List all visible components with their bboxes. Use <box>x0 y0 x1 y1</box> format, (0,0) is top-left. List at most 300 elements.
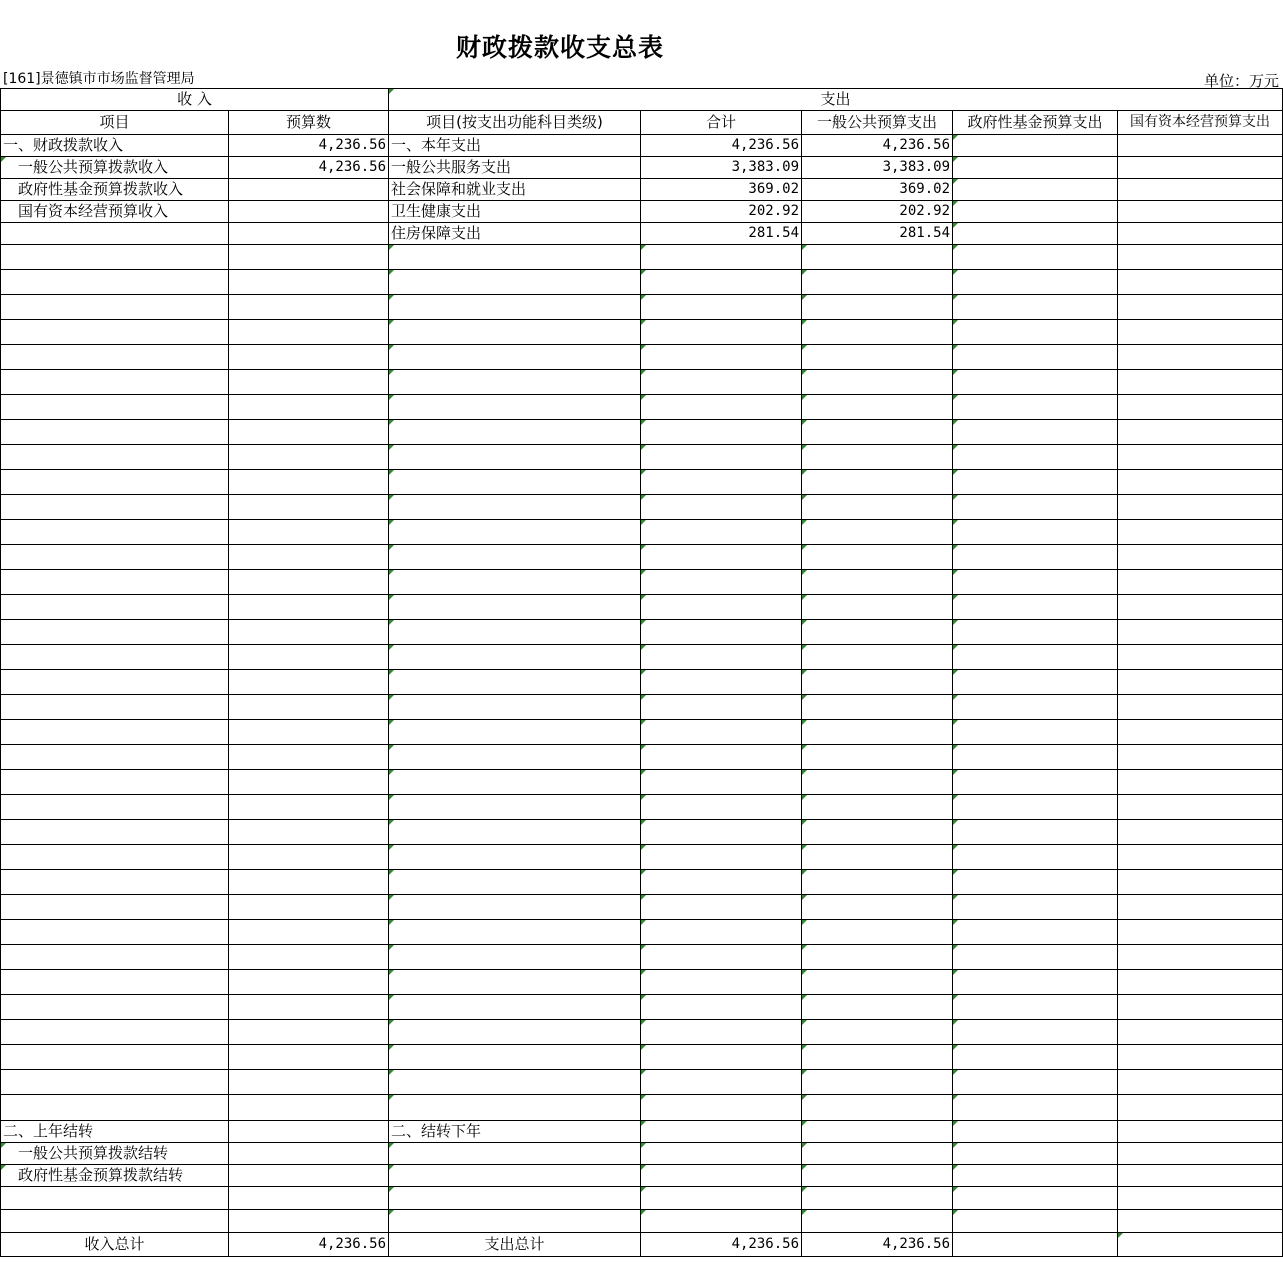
fund-budget-cell[interactable] <box>953 445 1118 470</box>
income-item-cell[interactable] <box>1 970 229 995</box>
income-item-cell[interactable] <box>1 295 229 320</box>
expense-total-cell[interactable] <box>641 995 802 1020</box>
state-capital-cell[interactable] <box>1118 320 1283 345</box>
income-amount-cell[interactable] <box>229 1070 389 1095</box>
expense-total-cell[interactable]: 281.54 <box>641 223 802 245</box>
expense-total-cell[interactable] <box>641 570 802 595</box>
state-capital-cell[interactable] <box>1118 495 1283 520</box>
general-budget-cell[interactable] <box>802 845 953 870</box>
income-item-cell[interactable] <box>1 1070 229 1095</box>
state-capital-cell[interactable] <box>1118 245 1283 270</box>
expense-total-label[interactable]: 支出总计 <box>389 1233 641 1257</box>
expense-item-cell[interactable] <box>389 1045 641 1070</box>
income-amount-cell[interactable] <box>229 820 389 845</box>
state-capital-cell[interactable] <box>1118 695 1283 720</box>
income-item-cell[interactable] <box>1 820 229 845</box>
income-item-cell[interactable] <box>1 1045 229 1070</box>
income-total-amount[interactable]: 4,236.56 <box>229 1233 389 1257</box>
state-capital-cell[interactable] <box>1118 770 1283 795</box>
state-capital-cell[interactable] <box>1118 520 1283 545</box>
income-item-cell[interactable]: 政府性基金预算拨款收入 <box>1 179 229 201</box>
income-item-cell[interactable] <box>1 270 229 295</box>
general-budget-cell[interactable] <box>802 395 953 420</box>
state-capital-cell[interactable] <box>1118 1045 1283 1070</box>
expense-total-cell[interactable] <box>641 645 802 670</box>
general-budget-cell[interactable] <box>802 570 953 595</box>
state-capital-cell[interactable] <box>1118 895 1283 920</box>
general-budget-cell[interactable] <box>802 1020 953 1045</box>
expense-item-cell[interactable] <box>389 570 641 595</box>
expense-item-cell[interactable] <box>389 470 641 495</box>
expense-item-cell[interactable]: 一、本年支出 <box>389 135 641 157</box>
income-amount-cell[interactable] <box>229 179 389 201</box>
fund-budget-cell[interactable] <box>953 595 1118 620</box>
income-item-cell[interactable] <box>1 920 229 945</box>
state-capital-cell[interactable] <box>1118 970 1283 995</box>
fund-budget-cell[interactable] <box>953 1045 1118 1070</box>
general-budget-cell[interactable] <box>802 670 953 695</box>
income-amount-cell[interactable] <box>229 1165 389 1187</box>
expense-item-cell[interactable] <box>389 1070 641 1095</box>
expense-total-cell[interactable] <box>641 545 802 570</box>
income-item-cell[interactable] <box>1 695 229 720</box>
income-amount-cell[interactable] <box>229 870 389 895</box>
expense-item-cell[interactable] <box>389 1143 641 1165</box>
expense-total-cell[interactable] <box>641 970 802 995</box>
expense-total-cell[interactable] <box>641 470 802 495</box>
expense-item-cell[interactable] <box>389 1187 641 1210</box>
state-capital-cell[interactable] <box>1118 870 1283 895</box>
expense-total-cell[interactable] <box>641 870 802 895</box>
state-capital-cell[interactable] <box>1118 420 1283 445</box>
income-amount-cell[interactable] <box>229 1210 389 1233</box>
expense-item-cell[interactable] <box>389 695 641 720</box>
fund-budget-cell[interactable] <box>953 245 1118 270</box>
income-amount-cell[interactable] <box>229 920 389 945</box>
expense-item-cell[interactable] <box>389 670 641 695</box>
state-capital-cell[interactable] <box>1118 670 1283 695</box>
income-item-cell[interactable]: 一般公共预算拨款结转 <box>1 1143 229 1165</box>
general-budget-cell[interactable] <box>802 970 953 995</box>
state-capital-cell[interactable] <box>1118 1187 1283 1210</box>
fund-budget-cell[interactable] <box>953 820 1118 845</box>
fund-budget-cell[interactable] <box>953 320 1118 345</box>
general-budget-cell[interactable] <box>802 270 953 295</box>
income-item-cell[interactable] <box>1 995 229 1020</box>
expense-item-cell[interactable] <box>389 745 641 770</box>
income-item-cell[interactable] <box>1 445 229 470</box>
fund-budget-cell[interactable] <box>953 970 1118 995</box>
state-capital-cell[interactable] <box>1118 1143 1283 1165</box>
expense-item-cell[interactable] <box>389 820 641 845</box>
expense-total-cell[interactable]: 3,383.09 <box>641 157 802 179</box>
fund-budget-cell[interactable] <box>953 495 1118 520</box>
expense-total-cell[interactable]: 369.02 <box>641 179 802 201</box>
expense-total-cell[interactable] <box>641 1165 802 1187</box>
income-amount-cell[interactable] <box>229 223 389 245</box>
state-capital-cell[interactable] <box>1118 1020 1283 1045</box>
fund-budget-cell[interactable] <box>953 1070 1118 1095</box>
fund-budget-cell[interactable] <box>953 370 1118 395</box>
expense-total-cell[interactable] <box>641 595 802 620</box>
income-item-cell[interactable] <box>1 495 229 520</box>
income-item-cell[interactable] <box>1 520 229 545</box>
income-amount-cell[interactable] <box>229 945 389 970</box>
income-item-cell[interactable] <box>1 1210 229 1233</box>
fund-budget-cell[interactable] <box>953 135 1118 157</box>
income-item-cell[interactable] <box>1 645 229 670</box>
expense-item-cell[interactable] <box>389 420 641 445</box>
general-budget-cell[interactable] <box>802 545 953 570</box>
expense-item-cell[interactable] <box>389 870 641 895</box>
expense-item-cell[interactable] <box>389 620 641 645</box>
expense-item-cell[interactable] <box>389 520 641 545</box>
state-capital-cell[interactable] <box>1118 820 1283 845</box>
expense-item-cell[interactable] <box>389 320 641 345</box>
fund-budget-cell[interactable] <box>953 420 1118 445</box>
general-budget-cell[interactable] <box>802 295 953 320</box>
fund-budget-cell[interactable] <box>953 395 1118 420</box>
state-capital-cell[interactable] <box>1118 179 1283 201</box>
general-budget-cell[interactable] <box>802 745 953 770</box>
fund-budget-cell[interactable] <box>953 645 1118 670</box>
income-amount-cell[interactable] <box>229 545 389 570</box>
expense-total-cell[interactable] <box>641 670 802 695</box>
expense-total-cell[interactable] <box>641 1143 802 1165</box>
general-budget-cell[interactable] <box>802 245 953 270</box>
income-item-cell[interactable]: 国有资本经营预算收入 <box>1 201 229 223</box>
fund-budget-cell[interactable] <box>953 720 1118 745</box>
income-amount-cell[interactable] <box>229 270 389 295</box>
expense-item-cell[interactable] <box>389 1020 641 1045</box>
fund-budget-cell[interactable] <box>953 1187 1118 1210</box>
expense-item-cell[interactable] <box>389 1210 641 1233</box>
general-budget-cell[interactable] <box>802 770 953 795</box>
general-budget-cell[interactable] <box>802 495 953 520</box>
expense-total-cell[interactable] <box>641 395 802 420</box>
income-amount-cell[interactable] <box>229 595 389 620</box>
general-budget-cell[interactable]: 3,383.09 <box>802 157 953 179</box>
state-capital-cell[interactable] <box>1118 370 1283 395</box>
fund-budget-cell[interactable] <box>953 520 1118 545</box>
income-item-cell[interactable] <box>1 1095 229 1121</box>
expense-total-cell[interactable] <box>641 1020 802 1045</box>
income-amount-cell[interactable] <box>229 620 389 645</box>
expense-total-amount[interactable]: 4,236.56 <box>641 1233 802 1257</box>
expense-item-cell[interactable] <box>389 370 641 395</box>
expense-item-cell[interactable] <box>389 395 641 420</box>
expense-item-cell[interactable] <box>389 770 641 795</box>
expense-total-cell[interactable] <box>641 795 802 820</box>
general-budget-cell[interactable] <box>802 595 953 620</box>
state-capital-cell[interactable] <box>1118 270 1283 295</box>
income-amount-cell[interactable] <box>229 895 389 920</box>
state-capital-cell[interactable] <box>1118 345 1283 370</box>
expense-total-cell[interactable] <box>641 845 802 870</box>
expense-total-cell[interactable] <box>641 520 802 545</box>
income-item-cell[interactable] <box>1 470 229 495</box>
fund-budget-cell[interactable] <box>953 870 1118 895</box>
expense-total-cell[interactable] <box>641 1070 802 1095</box>
general-budget-cell[interactable] <box>802 1045 953 1070</box>
state-capital-cell[interactable] <box>1118 545 1283 570</box>
general-budget-cell[interactable] <box>802 995 953 1020</box>
fund-budget-cell[interactable] <box>953 570 1118 595</box>
income-item-cell[interactable] <box>1 845 229 870</box>
expense-total-cell[interactable] <box>641 1121 802 1143</box>
income-item-cell[interactable] <box>1 1020 229 1045</box>
income-amount-cell[interactable] <box>229 770 389 795</box>
expense-total-cell[interactable] <box>641 695 802 720</box>
state-capital-cell[interactable] <box>1118 720 1283 745</box>
expense-item-cell[interactable]: 社会保障和就业支出 <box>389 179 641 201</box>
income-item-cell[interactable] <box>1 320 229 345</box>
general-budget-cell[interactable] <box>802 370 953 395</box>
expense-total-cell[interactable] <box>641 270 802 295</box>
general-budget-cell[interactable] <box>802 820 953 845</box>
general-budget-cell[interactable] <box>802 1070 953 1095</box>
expense-total-cell[interactable] <box>641 620 802 645</box>
expense-item-cell[interactable] <box>389 995 641 1020</box>
income-item-cell[interactable] <box>1 395 229 420</box>
income-amount-cell[interactable] <box>229 201 389 223</box>
state-capital-cell[interactable] <box>1118 295 1283 320</box>
expense-total-cell[interactable] <box>641 1095 802 1121</box>
fund-budget-cell[interactable] <box>953 995 1118 1020</box>
expense-item-cell[interactable] <box>389 345 641 370</box>
income-item-cell[interactable] <box>1 870 229 895</box>
income-amount-cell[interactable] <box>229 970 389 995</box>
income-amount-cell[interactable] <box>229 1187 389 1210</box>
expense-total-cell[interactable] <box>641 945 802 970</box>
expense-total-cell[interactable] <box>641 345 802 370</box>
income-item-cell[interactable] <box>1 945 229 970</box>
income-item-cell[interactable] <box>1 420 229 445</box>
state-capital-cell[interactable] <box>1118 845 1283 870</box>
expense-total-cell[interactable] <box>641 370 802 395</box>
expense-item-cell[interactable] <box>389 1095 641 1121</box>
expense-total-cell[interactable] <box>641 1210 802 1233</box>
expense-total-cell[interactable]: 202.92 <box>641 201 802 223</box>
general-budget-cell[interactable] <box>802 720 953 745</box>
fund-budget-cell[interactable] <box>953 470 1118 495</box>
income-amount-cell[interactable] <box>229 320 389 345</box>
fund-budget-cell[interactable] <box>953 270 1118 295</box>
general-budget-cell[interactable] <box>802 320 953 345</box>
fund-budget-total[interactable] <box>953 1233 1118 1257</box>
general-budget-cell[interactable]: 281.54 <box>802 223 953 245</box>
income-amount-cell[interactable] <box>229 570 389 595</box>
income-amount-cell[interactable] <box>229 845 389 870</box>
general-budget-cell[interactable] <box>802 695 953 720</box>
expense-total-cell[interactable] <box>641 1187 802 1210</box>
income-amount-cell[interactable] <box>229 445 389 470</box>
expense-item-cell[interactable] <box>389 895 641 920</box>
general-budget-cell[interactable] <box>802 895 953 920</box>
expense-item-cell[interactable] <box>389 845 641 870</box>
state-capital-cell[interactable] <box>1118 920 1283 945</box>
income-item-cell[interactable] <box>1 345 229 370</box>
expense-item-cell[interactable]: 住房保障支出 <box>389 223 641 245</box>
general-budget-cell[interactable] <box>802 1121 953 1143</box>
general-budget-cell[interactable] <box>802 1187 953 1210</box>
general-budget-cell[interactable]: 202.92 <box>802 201 953 223</box>
general-budget-cell[interactable] <box>802 795 953 820</box>
state-capital-cell[interactable] <box>1118 945 1283 970</box>
expense-total-cell[interactable] <box>641 770 802 795</box>
expense-total-cell[interactable] <box>641 745 802 770</box>
expense-total-cell[interactable] <box>641 1045 802 1070</box>
expense-item-cell[interactable] <box>389 945 641 970</box>
expense-item-cell[interactable] <box>389 795 641 820</box>
expense-item-cell[interactable] <box>389 720 641 745</box>
expense-item-cell[interactable] <box>389 270 641 295</box>
income-amount-cell[interactable] <box>229 395 389 420</box>
income-amount-cell[interactable] <box>229 495 389 520</box>
state-capital-cell[interactable] <box>1118 135 1283 157</box>
general-budget-cell[interactable] <box>802 1095 953 1121</box>
general-budget-cell[interactable] <box>802 870 953 895</box>
income-item-cell[interactable] <box>1 1187 229 1210</box>
fund-budget-cell[interactable] <box>953 845 1118 870</box>
general-budget-cell[interactable] <box>802 420 953 445</box>
general-budget-cell[interactable] <box>802 445 953 470</box>
income-amount-cell[interactable] <box>229 1095 389 1121</box>
expense-item-cell[interactable] <box>389 445 641 470</box>
state-capital-cell[interactable] <box>1118 795 1283 820</box>
income-item-cell[interactable] <box>1 795 229 820</box>
income-amount-cell[interactable] <box>229 1143 389 1165</box>
fund-budget-cell[interactable] <box>953 695 1118 720</box>
income-amount-cell[interactable] <box>229 645 389 670</box>
income-amount-cell[interactable] <box>229 370 389 395</box>
income-amount-cell[interactable] <box>229 345 389 370</box>
state-capital-cell[interactable] <box>1118 620 1283 645</box>
expense-item-cell[interactable] <box>389 595 641 620</box>
income-amount-cell[interactable] <box>229 695 389 720</box>
general-budget-cell[interactable]: 4,236.56 <box>802 135 953 157</box>
expense-total-cell[interactable] <box>641 820 802 845</box>
income-amount-cell[interactable]: 4,236.56 <box>229 135 389 157</box>
expense-item-cell[interactable] <box>389 970 641 995</box>
fund-budget-cell[interactable] <box>953 945 1118 970</box>
expense-item-cell[interactable]: 一般公共服务支出 <box>389 157 641 179</box>
general-budget-cell[interactable] <box>802 645 953 670</box>
general-budget-cell[interactable] <box>802 945 953 970</box>
fund-budget-cell[interactable] <box>953 295 1118 320</box>
state-capital-total[interactable] <box>1118 1233 1283 1257</box>
fund-budget-cell[interactable] <box>953 201 1118 223</box>
income-item-cell[interactable]: 二、上年结转 <box>1 1121 229 1143</box>
fund-budget-cell[interactable] <box>953 920 1118 945</box>
expense-total-cell[interactable] <box>641 445 802 470</box>
income-item-cell[interactable]: 一般公共预算拨款收入 <box>1 157 229 179</box>
state-capital-cell[interactable] <box>1118 1165 1283 1187</box>
fund-budget-cell[interactable] <box>953 345 1118 370</box>
expense-item-cell[interactable] <box>389 295 641 320</box>
state-capital-cell[interactable] <box>1118 995 1283 1020</box>
income-amount-cell[interactable] <box>229 1121 389 1143</box>
fund-budget-cell[interactable] <box>953 670 1118 695</box>
state-capital-cell[interactable] <box>1118 223 1283 245</box>
income-amount-cell[interactable] <box>229 1020 389 1045</box>
income-item-cell[interactable] <box>1 223 229 245</box>
state-capital-cell[interactable] <box>1118 157 1283 179</box>
fund-budget-cell[interactable] <box>953 1020 1118 1045</box>
fund-budget-cell[interactable] <box>953 1210 1118 1233</box>
expense-total-cell[interactable] <box>641 420 802 445</box>
expense-total-cell[interactable] <box>641 320 802 345</box>
income-amount-cell[interactable] <box>229 670 389 695</box>
income-item-cell[interactable] <box>1 895 229 920</box>
income-amount-cell[interactable] <box>229 720 389 745</box>
income-amount-cell[interactable] <box>229 795 389 820</box>
general-budget-cell[interactable] <box>802 520 953 545</box>
income-item-cell[interactable] <box>1 595 229 620</box>
general-budget-cell[interactable] <box>802 470 953 495</box>
general-budget-cell[interactable] <box>802 1143 953 1165</box>
expense-total-cell[interactable] <box>641 720 802 745</box>
fund-budget-cell[interactable] <box>953 157 1118 179</box>
income-amount-cell[interactable] <box>229 470 389 495</box>
fund-budget-cell[interactable] <box>953 1095 1118 1121</box>
expense-total-cell[interactable]: 4,236.56 <box>641 135 802 157</box>
income-item-cell[interactable] <box>1 245 229 270</box>
fund-budget-cell[interactable] <box>953 895 1118 920</box>
fund-budget-cell[interactable] <box>953 179 1118 201</box>
expense-item-cell[interactable] <box>389 1165 641 1187</box>
expense-total-cell[interactable] <box>641 245 802 270</box>
general-budget-cell[interactable] <box>802 920 953 945</box>
state-capital-cell[interactable] <box>1118 595 1283 620</box>
income-item-cell[interactable] <box>1 745 229 770</box>
income-item-cell[interactable]: 一、财政拨款收入 <box>1 135 229 157</box>
fund-budget-cell[interactable] <box>953 620 1118 645</box>
fund-budget-cell[interactable] <box>953 1143 1118 1165</box>
general-budget-cell[interactable]: 369.02 <box>802 179 953 201</box>
state-capital-cell[interactable] <box>1118 745 1283 770</box>
state-capital-cell[interactable] <box>1118 201 1283 223</box>
expense-total-cell[interactable] <box>641 295 802 320</box>
state-capital-cell[interactable] <box>1118 395 1283 420</box>
state-capital-cell[interactable] <box>1118 1210 1283 1233</box>
fund-budget-cell[interactable] <box>953 770 1118 795</box>
expense-item-cell[interactable] <box>389 495 641 520</box>
income-item-cell[interactable] <box>1 545 229 570</box>
income-item-cell[interactable] <box>1 720 229 745</box>
income-item-cell[interactable] <box>1 670 229 695</box>
income-item-cell[interactable] <box>1 620 229 645</box>
expense-total-cell[interactable] <box>641 920 802 945</box>
fund-budget-cell[interactable] <box>953 223 1118 245</box>
state-capital-cell[interactable] <box>1118 1070 1283 1095</box>
state-capital-cell[interactable] <box>1118 645 1283 670</box>
state-capital-cell[interactable] <box>1118 570 1283 595</box>
income-amount-cell[interactable] <box>229 520 389 545</box>
expense-item-cell[interactable] <box>389 645 641 670</box>
state-capital-cell[interactable] <box>1118 470 1283 495</box>
income-amount-cell[interactable] <box>229 420 389 445</box>
income-amount-cell[interactable] <box>229 1045 389 1070</box>
general-budget-cell[interactable] <box>802 1210 953 1233</box>
income-amount-cell[interactable] <box>229 245 389 270</box>
fund-budget-cell[interactable] <box>953 1121 1118 1143</box>
expense-total-cell[interactable] <box>641 495 802 520</box>
state-capital-cell[interactable] <box>1118 1121 1283 1143</box>
general-budget-cell[interactable] <box>802 620 953 645</box>
income-total-label[interactable]: 收入总计 <box>1 1233 229 1257</box>
expense-item-cell[interactable] <box>389 545 641 570</box>
